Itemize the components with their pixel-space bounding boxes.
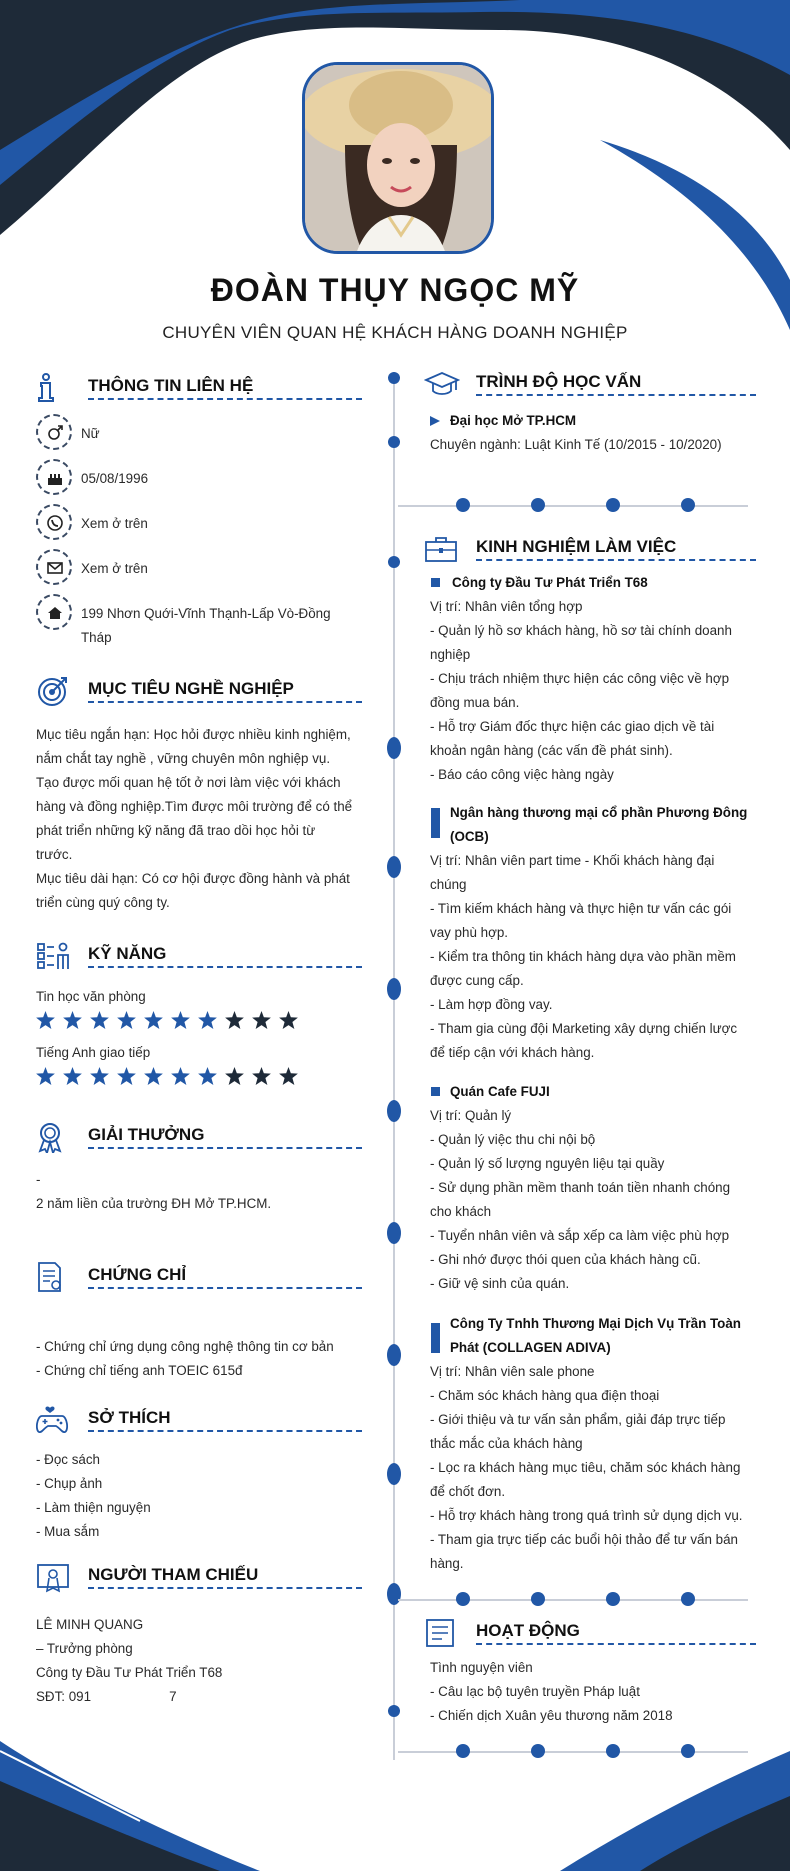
star-filled-icon — [198, 1011, 217, 1029]
certificates-list: - Chứng chỉ ứng dụng công nghệ thông tin cơ bản - Chứng chỉ tiếng anh TOEIC 615đ — [36, 1339, 334, 1378]
separator-dot — [606, 1744, 620, 1758]
separator-dot — [531, 1744, 545, 1758]
info-icon — [36, 372, 72, 404]
activities-section-header — [424, 1617, 756, 1649]
separator-dot — [606, 1592, 620, 1606]
star-filled-icon — [171, 1067, 190, 1085]
timeline-dot — [388, 1705, 400, 1717]
contact-dob — [36, 459, 366, 497]
job-company: Công ty Đầu Tư Phát Triển T68 — [452, 575, 648, 590]
section-title: NGƯỜI THAM CHIẾU — [88, 1565, 259, 1584]
email-icon — [36, 549, 72, 585]
job-bullet — [431, 808, 440, 838]
star-filled-icon — [36, 1067, 55, 1085]
star-empty-icon — [279, 1067, 298, 1085]
section-divider — [88, 701, 362, 703]
reference-details: LÊ MINH QUANG – Trưởng phòng Công ty Đầu Tư Phát Triển T68 SĐT: 091 7 — [36, 1617, 223, 1704]
star-empty-icon — [252, 1011, 271, 1029]
skill-rating-office — [36, 1011, 306, 1033]
timeline-dot — [387, 1222, 401, 1244]
objective-section-header — [36, 675, 362, 707]
star-filled-icon — [171, 1011, 190, 1029]
star-filled-icon — [144, 1011, 163, 1029]
email-value: Xem ở trên — [81, 561, 148, 576]
separator-dot — [681, 1744, 695, 1758]
section-divider — [88, 1287, 362, 1289]
star-filled-icon — [90, 1011, 109, 1029]
hobbies-list: - Đọc sách - Chụp ảnh - Làm thiện nguyện - Mua sắm — [36, 1452, 151, 1539]
section-divider — [88, 1587, 362, 1589]
timeline-dot — [387, 737, 401, 759]
star-filled-icon — [90, 1067, 109, 1085]
candidate-job-title: CHUYÊN VIÊN QUAN HỆ KHÁCH HÀNG DOANH NGHIỆP — [162, 323, 628, 342]
timeline-dot — [388, 372, 400, 384]
hobbies-section-header — [36, 1404, 362, 1436]
star-filled-icon — [36, 1011, 55, 1029]
star-empty-icon — [252, 1067, 271, 1085]
skill-name-english: Tiếng Anh giao tiếp — [36, 1045, 151, 1060]
section-title: TRÌNH ĐỘ HỌC VẤN — [476, 372, 642, 391]
section-title: MỤC TIÊU NGHỀ NGHIỆP — [88, 679, 294, 698]
separator-dot — [606, 498, 620, 512]
separator-dot — [456, 1744, 470, 1758]
timeline-vertical-line — [393, 372, 395, 1760]
star-filled-icon — [63, 1011, 82, 1029]
dob-value: 05/08/1996 — [81, 471, 149, 486]
activities-list: Tình nguyện viên - Câu lạc bộ tuyên truyền Pháp luật - Chiến dịch Xuân yêu thương năm 2018 — [430, 1660, 673, 1723]
reference-section-header — [36, 1561, 362, 1593]
job-details: Vị trí: Nhân viên sale phone - Chăm sóc khách hàng qua điện thoại - Giới thiệu và tư vấn sản phẩm, giải đáp trực tiếp thắc mắc của khách hàng - Lọc ra khách hàng mục tiêu, chăm sóc khách hàng để chốt đơn. - Hỗ trợ khách hàng trong quá trình sử dụng dịch vụ. - Tham gia trực tiếp các buổi hội thảo để tư vấn bán hàng. — [430, 1364, 743, 1571]
timeline-dot — [388, 436, 400, 448]
activity-list-icon — [424, 1617, 460, 1649]
separator-dot — [681, 498, 695, 512]
skill-rating-english — [36, 1067, 306, 1089]
section-title: GIẢI THƯỞNG — [88, 1125, 205, 1144]
section-divider — [88, 398, 362, 400]
phone-value: Xem ở trên — [81, 516, 148, 531]
experience-section-header — [424, 533, 756, 565]
timeline-dot — [388, 556, 400, 568]
job-details: Vị trí: Quản lý - Quản lý việc thu chi nội bộ - Quản lý số lượng nguyên liệu tại quầy - Sử dụng phần mềm thanh toán tiền nhanh chóng cho khách - Tuyển nhân viên và sắp xếp ca làm việc phù hợp - Ghi nhớ được thói quen của khách hàng cũ. - Giữ vệ sinh của quán. — [430, 1108, 731, 1291]
section-title: KỸ NĂNG — [88, 944, 167, 963]
award-medal-icon — [36, 1121, 72, 1153]
separator-line — [398, 1599, 748, 1601]
skills-checklist-icon — [36, 940, 72, 972]
gender-value: Nữ — [81, 426, 100, 441]
objective-text: Mục tiêu ngắn hạn: Học hỏi được nhiều kinh nghiệm, nắm chắt tay nghề , vững chuyên môn nghiệp vụ. Tạo được mối quan hệ tốt ở nơi làm việc với khách hàng và đồng nghiệp.Tìm được môi trường để có thể phát triển những kỹ năng đã trao dồi học hỏi từ trước. Mục tiêu dài hạn: Có cơ hội được đồng hành và phát triển cùng quý công ty. — [36, 727, 353, 910]
timeline-dot — [387, 856, 401, 878]
separator-dot — [456, 1592, 470, 1606]
section-divider — [476, 394, 756, 396]
timeline-dot — [387, 1100, 401, 1122]
separator-dot — [531, 498, 545, 512]
game-controller-icon — [36, 1404, 72, 1436]
star-empty-icon — [279, 1011, 298, 1029]
job-bullet — [431, 578, 440, 587]
gender-icon — [36, 414, 72, 450]
job-bullet — [431, 1087, 440, 1096]
star-filled-icon — [198, 1067, 217, 1085]
candidate-name: ĐOÀN THỤY NGỌC MỸ — [210, 272, 580, 308]
contact-gender — [36, 414, 366, 452]
timeline-dot — [387, 1463, 401, 1485]
reference-badge-icon — [36, 1561, 72, 1593]
certificates-section-header — [36, 1261, 362, 1293]
contact-email — [36, 549, 366, 587]
star-empty-icon — [225, 1011, 244, 1029]
separator-dot — [456, 498, 470, 512]
section-title: CHỨNG CHỈ — [88, 1265, 187, 1284]
section-title: THÔNG TIN LIÊN HỆ — [88, 376, 254, 395]
section-title: HOẠT ĐỘNG — [476, 1621, 580, 1640]
reference-phone-label: SĐT: 091 — [36, 1689, 92, 1704]
phone-icon — [36, 504, 72, 540]
skills-section-header — [36, 940, 362, 972]
section-divider — [476, 1643, 756, 1645]
separator-line — [398, 505, 748, 507]
education-major: Chuyên ngành: Luật Kinh Tế (10/2015 - 10/2020) — [430, 437, 722, 452]
play-bullet-icon — [430, 416, 440, 426]
star-filled-icon — [117, 1067, 136, 1085]
briefcase-icon — [424, 533, 460, 565]
star-empty-icon — [225, 1067, 244, 1085]
job-bullet — [431, 1323, 440, 1353]
education-school: Đại học Mở TP.HCM — [450, 413, 577, 428]
star-filled-icon — [117, 1011, 136, 1029]
skill-name-office: Tin học văn phòng — [36, 989, 146, 1004]
contact-phone — [36, 504, 366, 542]
section-divider — [88, 1147, 362, 1149]
separator-line — [398, 1751, 748, 1753]
contact-section-header — [36, 372, 362, 404]
education-section-header — [424, 368, 756, 400]
job-company: Công Ty Tnhh Thương Mại Dịch Vụ Trần Toàn Phát (COLLAGEN ADIVA) — [450, 1316, 741, 1355]
awards-section-header — [36, 1121, 362, 1153]
certificate-icon — [36, 1261, 72, 1293]
job-company: Ngân hàng thương mại cổ phần Phương Đông (OCB) — [450, 805, 748, 844]
separator-dot — [531, 1592, 545, 1606]
section-divider — [88, 1430, 362, 1432]
separator-dot — [681, 1592, 695, 1606]
section-title: SỞ THÍCH — [88, 1408, 171, 1427]
birthday-cake-icon — [36, 459, 72, 495]
star-filled-icon — [144, 1067, 163, 1085]
contact-address — [36, 594, 366, 654]
awards-text: - 2 năm liền của trường ĐH Mở TP.HCM. — [36, 1172, 272, 1211]
portrait-illustration — [305, 65, 494, 254]
section-divider — [476, 559, 756, 561]
job-details: Vị trí: Nhân viên part time - Khối khách hàng đại chúng - Tìm kiếm khách hàng và thực hiện tư vấn các gói vay phù hợp. - Kiểm tra thông tin khách hàng dựa vào phần mềm được cung cấp. - Làm hợp đồng vay. - Tham gia cùng đội Marketing xây dựng chiến lược để tiếp cận với khách hàng. — [430, 853, 738, 1060]
graduation-cap-icon — [424, 368, 460, 400]
profile-photo — [302, 62, 494, 254]
section-divider — [88, 966, 362, 968]
star-filled-icon — [63, 1067, 82, 1085]
job-details: Vị trí: Nhân viên tổng hợp - Quản lý hồ sơ khách hàng, hồ sơ tài chính doanh nghiệp - Chịu trách nhiệm thực hiện các công việc về hợp đồng mua bán. - Hỗ trợ Giám đốc thực hiện các giao dịch về tài khoản ngân hàng (các vấn đề phát sinh). - Báo cáo công việc hàng ngày — [430, 599, 732, 782]
bottom-wave-decoration — [0, 1741, 790, 1871]
home-icon — [36, 594, 72, 630]
address-value: 199 Nhơn Quới-Vĩnh Thạnh-Lấp Vò-Đồng Tháp — [81, 606, 331, 645]
job-company: Quán Cafe FUJI — [450, 1084, 550, 1099]
target-icon — [36, 675, 72, 707]
section-title: KINH NGHIỆM LÀM VIỆC — [476, 537, 677, 556]
timeline-dot — [387, 1583, 401, 1605]
timeline-dot — [387, 1344, 401, 1366]
timeline-dot — [387, 978, 401, 1000]
reference-phone-tail: 7 — [169, 1689, 177, 1704]
